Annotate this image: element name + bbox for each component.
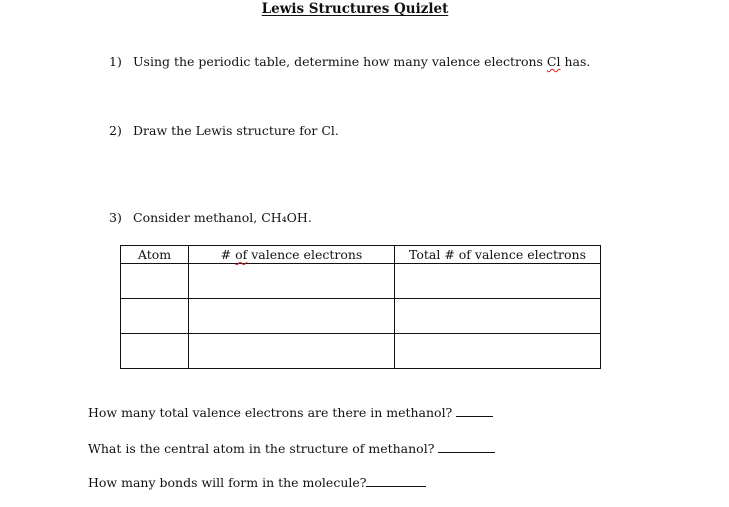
valence-electrons-table	[120, 245, 601, 369]
table-cell[interactable]	[189, 299, 395, 334]
table-cell[interactable]	[121, 334, 189, 369]
answer-blank[interactable]	[456, 405, 493, 417]
answer-blank[interactable]	[366, 475, 426, 487]
question-text: Draw the Lewis structure for Cl.	[133, 123, 339, 138]
followup-question-2	[88, 441, 495, 456]
question-text: Consider methanol, CH₄OH.	[133, 210, 312, 225]
followup-text: How many bonds will form in the molecule?	[88, 475, 367, 490]
table-row	[121, 299, 601, 334]
header-suffix: valence electrons	[247, 247, 363, 262]
question-3	[109, 210, 312, 225]
followup-text: What is the central atom in the structure of methanol?	[88, 441, 435, 456]
header-valence-electrons	[189, 246, 395, 264]
table-cell[interactable]	[395, 299, 601, 334]
table-cell[interactable]	[189, 334, 395, 369]
followup-text: How many total valence electrons are there in methanol?	[88, 405, 453, 420]
header-total-valence-electrons: Total # of valence electrons	[395, 246, 601, 264]
followup-question-1	[88, 405, 493, 420]
header-prefix: #	[220, 247, 236, 262]
question-1	[109, 54, 590, 69]
table-cell[interactable]	[395, 334, 601, 369]
question-text: Using the periodic table, determine how many valence electrons	[133, 54, 547, 69]
question-number: 1)	[109, 54, 122, 69]
question-text-end: has.	[560, 54, 591, 69]
question-number: 2)	[109, 123, 122, 138]
header-atom: Atom	[121, 246, 189, 264]
spellcheck-flagged-word: of	[235, 247, 248, 262]
spellcheck-flagged-word: Cl	[546, 54, 561, 69]
question-number: 3)	[109, 210, 122, 225]
followup-question-3	[88, 475, 426, 490]
table-cell[interactable]	[189, 264, 395, 299]
page-title: Lewis Structures Quizlet	[261, 1, 449, 17]
table-cell[interactable]	[395, 264, 601, 299]
table-cell[interactable]	[121, 264, 189, 299]
table-row	[121, 334, 601, 369]
table-cell[interactable]	[121, 299, 189, 334]
table-row	[121, 264, 601, 299]
question-2	[109, 123, 339, 138]
table-header-row	[121, 246, 601, 264]
answer-blank[interactable]	[438, 441, 495, 453]
